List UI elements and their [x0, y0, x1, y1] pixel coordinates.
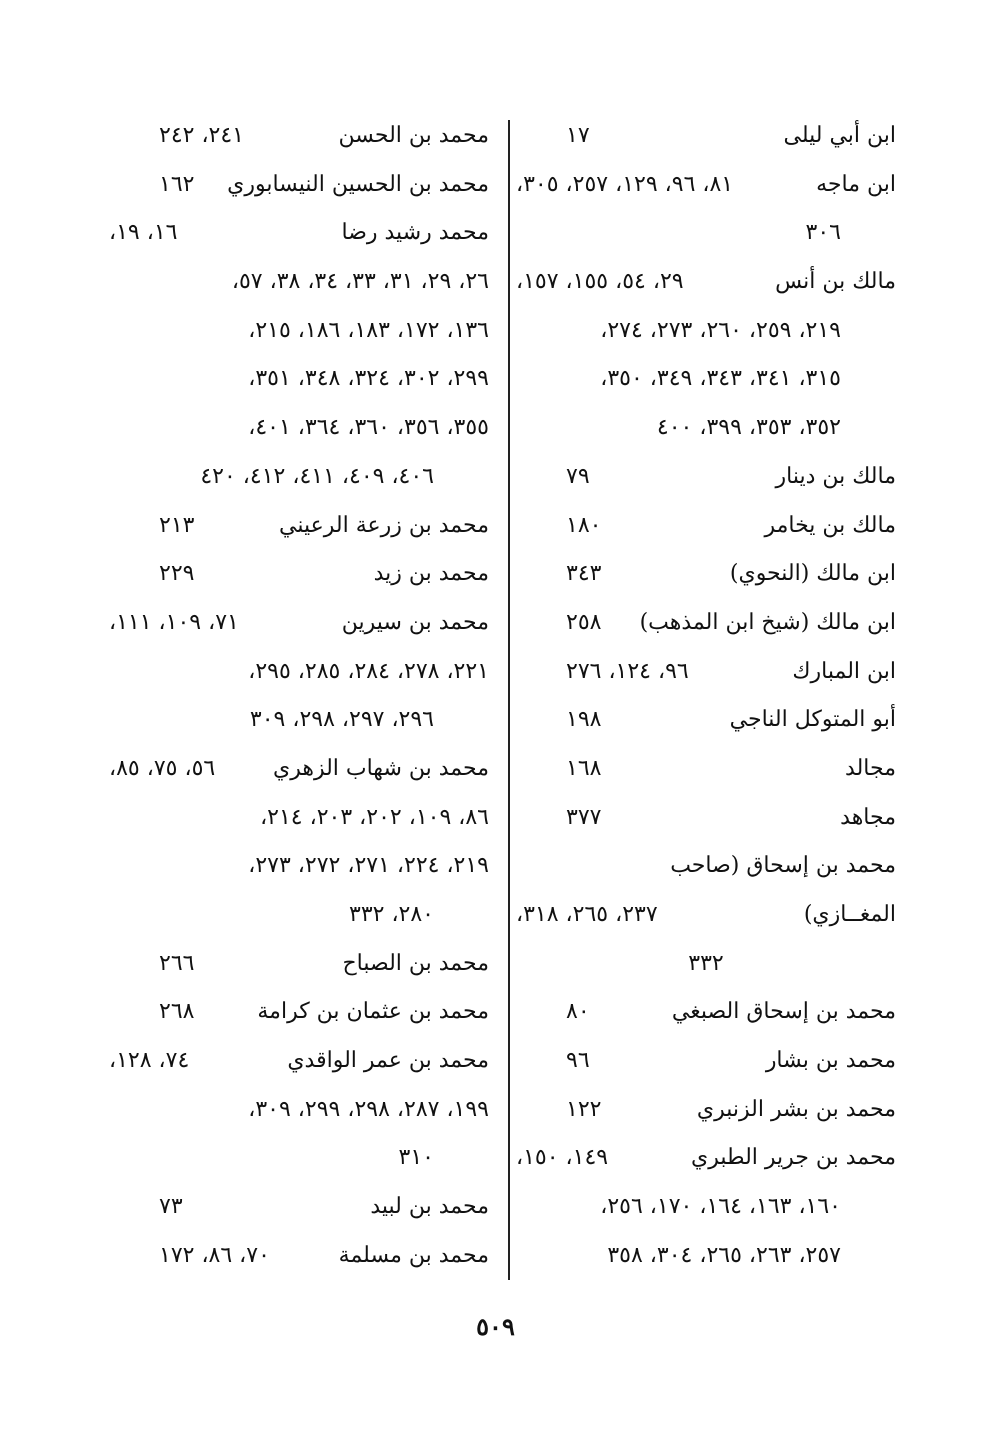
entry-pages: ١٦٨: [566, 755, 602, 781]
index-entry: [516, 404, 896, 453]
index-entry: [516, 891, 896, 940]
entry-name: أبو المتوكل الناجي: [729, 707, 896, 733]
index-entry: [109, 648, 489, 697]
entry-pages: ١٩٨: [566, 707, 602, 733]
index-entry: [516, 648, 896, 697]
entry-pages-continued: ٣٠٦: [805, 220, 841, 246]
entry-pages: ١٨٠: [566, 512, 602, 538]
index-entry: [109, 161, 489, 210]
index-entry: [109, 209, 489, 258]
entry-name: محمد رشيد رضا: [341, 220, 489, 246]
entry-pages-continued: ٢٥٧، ٢٦٣، ٢٦٥، ٣٠٤، ٣٥٨: [607, 1242, 841, 1268]
index-entry: [516, 745, 896, 794]
entry-name: محمد بن شهاب الزهري: [272, 755, 489, 781]
entry-pages: ٢٦٦: [159, 950, 195, 976]
column-divider: [508, 120, 510, 1280]
entry-pages-continued: ٣١٠: [398, 1145, 434, 1171]
index-column-left: [109, 112, 489, 1281]
index-entry: [516, 1134, 896, 1183]
index-entry: [109, 355, 489, 404]
entry-name: محمد بن بشار: [765, 1048, 896, 1074]
entry-name: ابن مالك (شيخ ابن المذهب): [639, 609, 896, 635]
entry-pages: ٢٢٩: [159, 561, 195, 587]
entry-pages: ٩٦: [566, 1048, 590, 1074]
entry-name: محمد بن الصباح: [342, 950, 489, 976]
entry-name: ابن مالك (النحوي): [729, 561, 896, 587]
entry-pages: ٢٣٧، ٢٦٥، ٣١٨،: [516, 902, 658, 927]
index-entry: [516, 1037, 896, 1086]
entry-pages: ٢٩، ٥٤، ١٥٥، ١٥٧،: [516, 269, 684, 295]
index-entry: [516, 599, 896, 648]
index-entry: [516, 988, 896, 1037]
entry-pages-continued: ٢٦، ٢٩، ٣١، ٣٣، ٣٤، ٣٨، ٥٧،: [231, 269, 489, 295]
index-entry: [109, 599, 489, 648]
index-entry: [109, 1183, 489, 1232]
index-entry: [109, 696, 489, 745]
entry-pages: ٧٩: [566, 463, 590, 489]
entry-pages-continued: ٢٢١، ٢٧٨، ٢٨٤، ٢٨٥، ٢٩٥،: [248, 658, 489, 684]
entry-name: مالك بن يخامر: [764, 512, 896, 538]
index-entry: [109, 453, 489, 502]
entry-name: محمد بن زيد: [373, 561, 489, 587]
entry-pages: ٣٧٧: [566, 804, 602, 830]
index-entry: [109, 988, 489, 1037]
entry-pages: ٣٤٣: [566, 561, 602, 587]
entry-pages-continued: ٢٨٠، ٣٣٢: [349, 902, 434, 927]
index-entry: [516, 940, 896, 989]
entry-pages: ٨٠: [566, 999, 590, 1025]
entry-pages: ٢٦٨: [159, 999, 195, 1025]
entry-pages: ٢٥٨: [566, 609, 602, 635]
entry-name: محمد بن عمر الواقدي: [287, 1048, 489, 1074]
entry-pages: ١٦، ١٩،: [109, 220, 178, 246]
entry-name: محمد بن مسلمة: [338, 1242, 489, 1268]
entry-pages: ٢١٣: [159, 512, 195, 538]
index-entry: [109, 1232, 489, 1281]
entry-pages: ٥٦، ٧٥، ٨٥،: [109, 755, 216, 781]
entry-name: محمد بن إسحاق (صاحب: [670, 853, 896, 879]
entry-name: مالك بن أنس: [775, 269, 896, 295]
entry-pages: ١٧: [566, 123, 590, 148]
entry-pages: ٩٦، ١٢٤، ٢٧٦: [566, 658, 689, 684]
entry-name: مجاهد: [840, 804, 896, 830]
index-entry: [109, 1037, 489, 1086]
index-entry: [516, 453, 896, 502]
entry-name: محمد بن سيرين: [341, 609, 489, 635]
entry-name: مالك بن دينار: [775, 463, 896, 489]
index-entry: [516, 1183, 896, 1232]
entry-pages-continued: ١٦٠، ١٦٣، ١٦٤، ١٧٠، ٢٥٦،: [600, 1194, 841, 1220]
entry-pages-continued: ١٩٩، ٢٨٧، ٢٩٨، ٢٩٩، ٣٠٩،: [248, 1096, 489, 1122]
entry-pages: ٨١، ٩٦، ١٢٩، ٢٥٧، ٣٠٥،: [516, 171, 734, 197]
index-entry: [516, 696, 896, 745]
entry-pages: ٢٤١، ٢٤٢: [159, 123, 244, 148]
index-entry: [109, 1134, 489, 1183]
entry-pages-continued: ٢١٩، ٢٢٤، ٢٧١، ٢٧٢، ٢٧٣،: [248, 853, 489, 879]
index-entry: [516, 355, 896, 404]
index-entry: [516, 307, 896, 356]
entry-pages: ٧٣: [159, 1194, 183, 1220]
index-entry: [109, 258, 489, 307]
entry-pages-continued: ٣٣٢: [688, 950, 724, 976]
entry-name: محمد بن عثمان بن كرامة: [257, 999, 489, 1025]
entry-name: محمد بن إسحاق الصبغي: [671, 999, 896, 1025]
entry-pages: ١٤٩، ١٥٠،: [516, 1145, 609, 1171]
entry-pages-continued: ٢١٩، ٢٥٩، ٢٦٠، ٢٧٣، ٢٧٤،: [600, 317, 841, 343]
index-entry: [109, 112, 489, 161]
entry-pages: ١٢٢: [566, 1096, 602, 1122]
entry-pages-continued: ٣٥٥، ٣٥٦، ٣٦٠، ٣٦٤، ٤٠١،: [248, 415, 489, 441]
index-entry: [516, 1232, 896, 1281]
entry-name: محمد بن لبيد: [370, 1194, 489, 1220]
index-entry: [109, 1086, 489, 1135]
index-entry: [109, 745, 489, 794]
index-entry: [109, 502, 489, 551]
entry-pages: ٧١، ١٠٩، ١١١،: [109, 609, 239, 635]
entry-name: محمد بن الحسين النيسابوري: [227, 171, 489, 197]
index-entry: [516, 161, 896, 210]
entry-name: محمد بن زرعة الرعيني: [279, 512, 489, 538]
entry-name: ابن ماجه: [816, 171, 896, 197]
index-entry: [109, 891, 489, 940]
entry-pages: ١٦٢: [159, 171, 195, 197]
entry-name: المغــازي): [803, 902, 896, 927]
entry-pages-continued: ٤٠٦، ٤٠٩، ٤١١، ٤١٢، ٤٢٠: [200, 463, 434, 489]
index-entry: [516, 112, 896, 161]
entry-pages-continued: ٨٦، ١٠٩، ٢٠٢، ٢٠٣، ٢١٤،: [260, 804, 489, 830]
index-entry: [516, 842, 896, 891]
entry-name: محمد بن الحسن: [338, 123, 489, 148]
index-entry: [516, 258, 896, 307]
entry-pages-continued: ٣٥٢، ٣٥٣، ٣٩٩، ٤٠٠: [656, 415, 841, 441]
page-number: ٥٠٩: [476, 1312, 515, 1341]
index-entry: [516, 1086, 896, 1135]
index-entry: [516, 550, 896, 599]
index-entry: [109, 794, 489, 843]
entry-pages-continued: ٢٩٦، ٢٩٧، ٢٩٨، ٣٠٩: [249, 707, 434, 733]
index-entry: [109, 550, 489, 599]
entry-pages-continued: ٣١٥، ٣٤١، ٣٤٣، ٣٤٩، ٣٥٠،: [600, 366, 841, 392]
index-column-right: [516, 112, 896, 1281]
entry-name: ابن أبي ليلى: [783, 123, 896, 148]
entry-pages-continued: ١٣٦، ١٧٢، ١٨٣، ١٨٦، ٢١٥،: [248, 317, 489, 343]
index-entry: [516, 209, 896, 258]
index-entry: [109, 940, 489, 989]
entry-pages-continued: ٢٩٩، ٣٠٢، ٣٢٤، ٣٤٨، ٣٥١،: [248, 366, 489, 392]
entry-name: ابن المبارك: [792, 658, 896, 684]
index-entry: [109, 842, 489, 891]
index-entry: [109, 404, 489, 453]
entry-pages: ٧٠، ٨٦، ١٧٢: [159, 1242, 270, 1268]
index-entry: [516, 794, 896, 843]
index-entry: [516, 502, 896, 551]
entry-name: محمد بن جرير الطبري: [691, 1145, 896, 1171]
entry-name: مجالد: [845, 755, 896, 781]
entry-name: محمد بن بشر الزنبري: [696, 1096, 896, 1122]
entry-pages: ٧٤، ١٢٨،: [109, 1048, 190, 1074]
index-entry: [109, 307, 489, 356]
